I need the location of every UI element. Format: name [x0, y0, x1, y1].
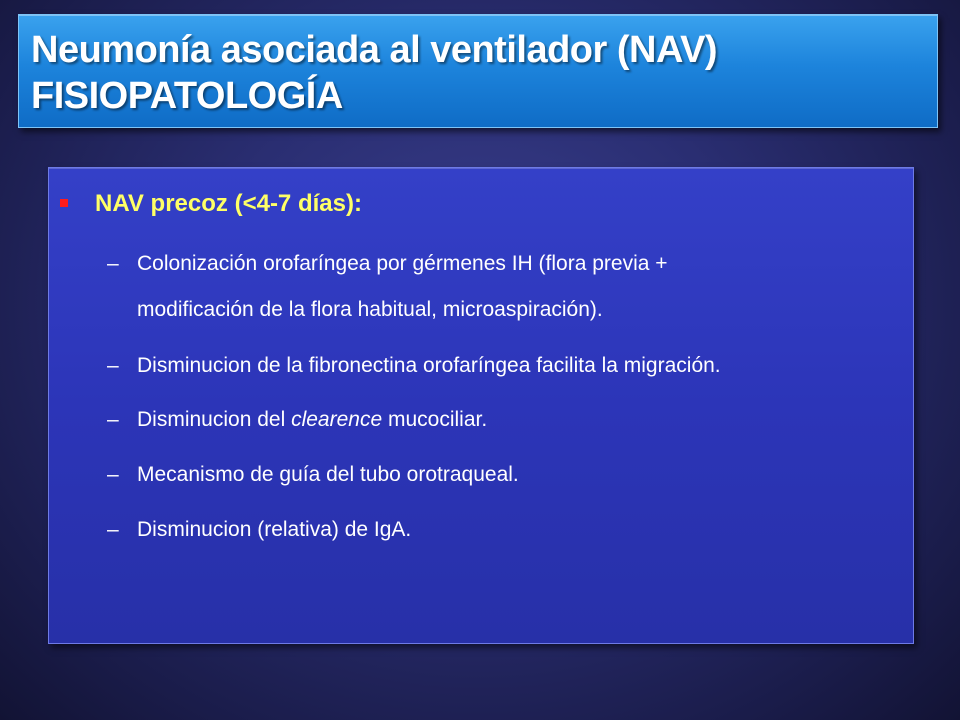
dash-bullet: –	[107, 354, 119, 377]
list-item-text: Disminucion de la fibronectina orofaríngea facilita la migración.	[137, 354, 721, 377]
slide-title-line-2: FISIOPATOLOGÍA	[31, 75, 343, 117]
text-after: mucociliar.	[382, 408, 488, 431]
list-item-text-line-2: modificación de la flora habitual, microaspiración).	[137, 298, 603, 321]
content-box	[48, 167, 914, 644]
dash-bullet: –	[107, 252, 119, 275]
section-heading: NAV precoz (<4-7 días):	[95, 190, 362, 217]
list-item-text	[137, 408, 487, 432]
text-before: Disminucion del	[137, 408, 292, 431]
dash-bullet: –	[107, 463, 119, 486]
list-item-text: Disminucion (relativa) de IgA.	[137, 518, 412, 541]
list-item-text-line-1: Colonización orofaríngea por gérmenes IH (flora previa +	[137, 252, 668, 275]
slide-title-line-1: Neumonía asociada al ventilador (NAV)	[31, 29, 718, 71]
title-box	[18, 14, 938, 128]
square-bullet-icon	[60, 199, 68, 207]
italic-term: clearence	[291, 408, 383, 431]
dash-bullet: –	[107, 408, 119, 431]
dash-bullet: –	[107, 518, 119, 541]
list-item-text: Mecanismo de guía del tubo orotraqueal.	[137, 463, 519, 486]
